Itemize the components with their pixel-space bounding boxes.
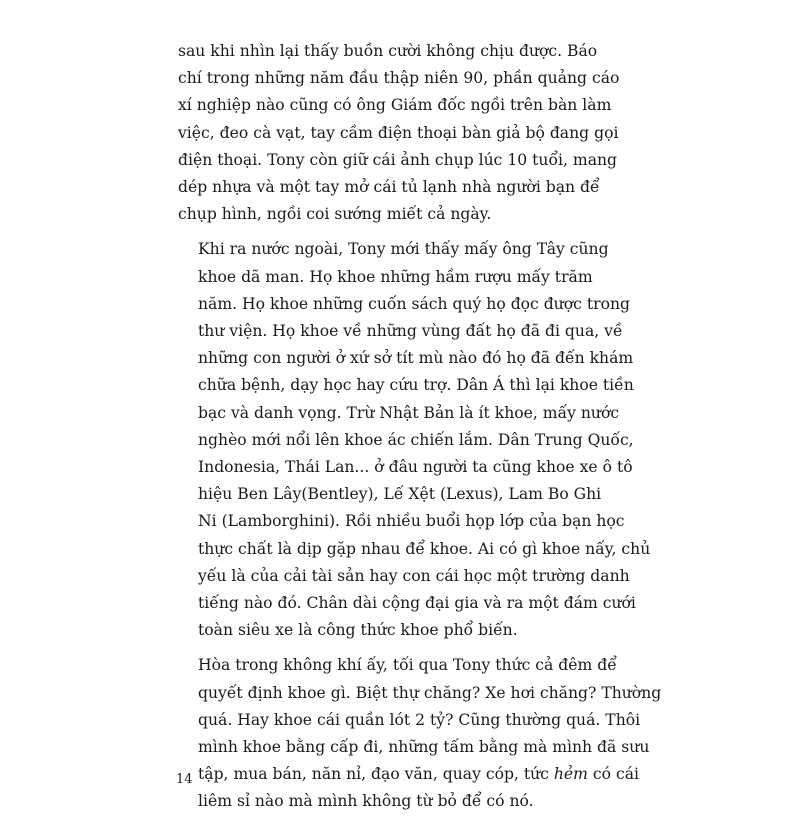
text-line: yếu là của cải tài sản hay con cái học một trường danh <box>198 566 630 585</box>
text-fragment: có cái <box>592 765 640 784</box>
emphasized-word: hẻm <box>553 765 588 784</box>
text-line: quyết định khoe gì. Biệt thự chăng? Xe hơi chăng? Thường <box>198 683 662 702</box>
text-line: hiệu Ben Lây(Bentley), Lế Xệt (Lexus), Lam Bo Ghi <box>198 485 602 504</box>
text-line: nghèo mới nổi lên khoe ác chiến lắm. Dân Trung Quốc, <box>198 430 634 449</box>
text-line: mình khoe bằng cấp đi, những tấm bằng mà mình đã sưu <box>198 738 650 757</box>
text-fragment: tập, mua bán, năn nỉ, đạo văn, quay cóp, tức <box>198 765 549 784</box>
text-line: điện thoại. Tony còn giữ cái ảnh chụp lúc 10 tuổi, mang <box>178 150 618 169</box>
text-line: khoe dã man. Họ khoe những hầm rượu mấy trăm <box>198 267 593 286</box>
text-line: bạc và danh vọng. Trừ Nhật Bản là ít khoe, mấy nước <box>198 403 620 422</box>
text-line: chụp hình, ngồi coi sướng miết cả ngày. <box>178 205 492 224</box>
paragraph-1 <box>178 38 620 228</box>
text-line: tiếng nào đó. Chân dài cộng đại gia và ra một đám cưới <box>198 594 636 613</box>
text-line: thực chất là dịp gặp nhau để khoe. Ai có gì khoe nấy, chủ <box>198 539 651 558</box>
body-text <box>178 38 662 816</box>
text-line: sau khi nhìn lại thấy buồn cười không chịu được. Báo <box>178 42 598 60</box>
text-line: việc, đeo cà vạt, tay cầm điện thoại bàn giả bộ đang gọi <box>178 123 619 142</box>
text-line: Ni (Lamborghini). Rồi nhiều buổi họp lớp của bạn học <box>198 512 625 531</box>
paragraph-2 <box>178 236 651 644</box>
text-line: Khi ra nước ngoài, Tony mới thấy mấy ông Tây cũng <box>198 240 609 259</box>
text-line: thư viện. Họ khoe về những vùng đất họ đã đi qua, về <box>198 322 623 341</box>
text-line: chữa bệnh, dạy học hay cứu trợ. Dân Á thì lại khoe tiền <box>198 376 634 395</box>
text-line-with-emphasis <box>178 761 640 788</box>
text-line: toàn siêu xe là công thức khoe phổ biến. <box>198 621 518 640</box>
page-number: 14 <box>176 772 193 787</box>
text-line: Indonesia, Thái Lan... ở đâu người ta cũng khoe xe ô tô <box>198 458 633 477</box>
text-line: chí trong những năm đầu thập niên 90, phần quảng cáo <box>178 69 620 88</box>
text-line: quá. Hay khoe cái quần lót 2 tỷ? Cũng thường quá. Thôi <box>198 710 641 729</box>
paragraph-3 <box>178 652 662 815</box>
text-line: liêm sỉ nào mà mình không từ bỏ để có nó. <box>198 792 534 811</box>
text-line: xí nghiệp nào cũng có ông Giám đốc ngồi trên bàn làm <box>178 96 612 115</box>
text-line: dép nhựa và một tay mở cái tủ lạnh nhà người bạn để <box>178 178 600 197</box>
text-line: những con người ở xứ sở tít mù nào đó họ đã đến khám <box>198 349 634 368</box>
text-line: Hòa trong không khí ấy, tối qua Tony thức cả đêm để <box>198 656 617 675</box>
text-line: năm. Họ khoe những cuốn sách quý họ đọc được trong <box>198 294 630 313</box>
